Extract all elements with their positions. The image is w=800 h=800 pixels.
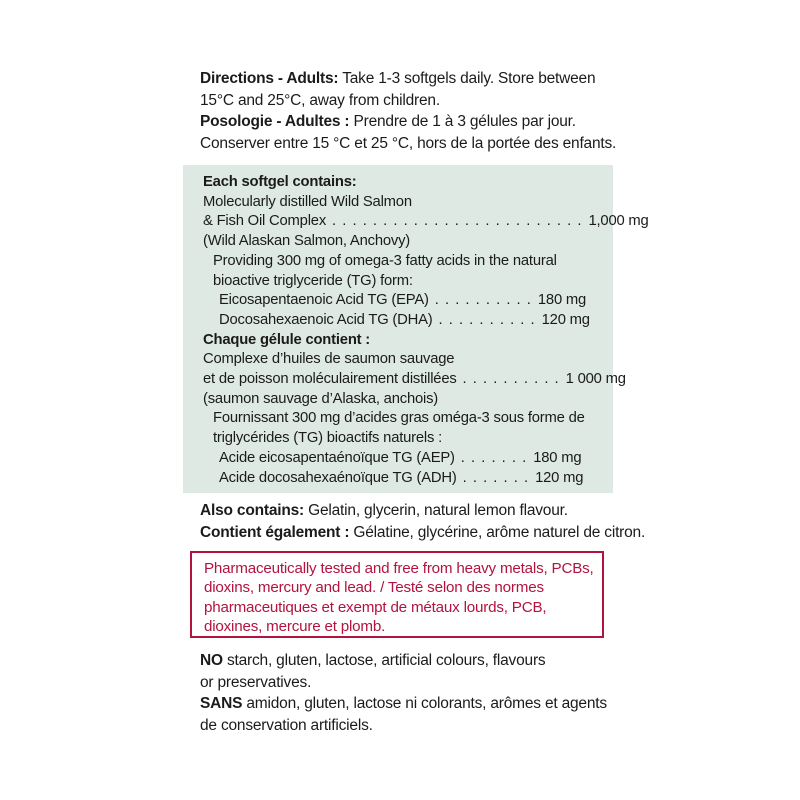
dot-leader: . . . . . . .	[462, 469, 530, 486]
bold-run: Contient également :	[200, 523, 350, 541]
ingredient-line	[203, 291, 599, 311]
text-run: amidon, gluten, lactose ni colorants, arômes et agents	[242, 695, 607, 712]
ingredient-name: Docosahexaenoic Acid TG (DHA)	[219, 311, 433, 328]
directions-section	[200, 68, 620, 154]
ingredient-amount: 1 000 mg	[565, 371, 626, 388]
ingredient-amount: 120 mg	[535, 469, 584, 486]
directions-line	[200, 133, 620, 155]
directions-line	[200, 111, 620, 133]
ingredient-line: Complexe d’huiles de saumon sauvage	[203, 351, 455, 368]
dot-leader: . . . . . . . . . . . . . . . . . . . . . . . . .	[332, 213, 583, 230]
also-contains-line	[200, 522, 646, 544]
free-of-section	[200, 650, 620, 736]
text-run: 15°C and 25°C, away from children.	[200, 91, 440, 109]
text-run: or preservatives.	[200, 673, 312, 691]
ingredient-amount: 180 mg	[533, 449, 582, 466]
ingredient-amount: 1,000 mg	[588, 213, 649, 230]
dot-leader: . . . . . . . . . .	[434, 292, 532, 309]
free-of-line	[200, 672, 620, 694]
panel-heading-fr: Chaque gélule contient :	[203, 331, 371, 348]
ingredient-amount: 120 mg	[541, 311, 590, 328]
bold-run: Also contains:	[200, 502, 304, 519]
ingredient-line	[203, 212, 649, 232]
ingredient-line: Providing 300 mg of omega-3 fatty acids in the natural	[213, 252, 557, 269]
ingredient-line: triglycérides (TG) bioactifs naturels :	[213, 430, 443, 447]
ingredient-name: et de poisson moléculairement distillées	[203, 371, 457, 388]
warning-line: Pharmaceutically tested and free from heavy metals, PCBs,	[204, 560, 594, 577]
ingredient-line	[203, 469, 599, 489]
ingredient-name: Eicosapentaenoic Acid TG (EPA)	[219, 292, 429, 309]
text-run: Gelatin, glycerin, natural lemon flavour.	[304, 502, 568, 519]
bold-run: Posologie - Adultes :	[200, 113, 350, 130]
bold-run: NO	[200, 652, 223, 669]
panel-heading-en: Each softgel contains:	[203, 174, 357, 190]
ingredient-name: Acide docosahexaénoïque TG (ADH)	[219, 469, 457, 486]
free-of-line	[200, 715, 620, 737]
warning-line: dioxins, mercury and lead. / Testé selon des normes	[204, 579, 544, 597]
also-contains-section	[200, 500, 646, 543]
purity-warning-box	[190, 551, 604, 638]
ingredient-name: & Fish Oil Complex	[203, 213, 327, 230]
text-run: starch, gluten, lactose, artificial colours, flavours	[222, 652, 546, 669]
dot-leader: . . . . . . .	[460, 449, 528, 466]
ingredient-line	[203, 449, 599, 469]
ingredient-line: (saumon sauvage d’Alaska, anchois)	[203, 390, 439, 407]
bold-run: SANS	[200, 695, 243, 712]
dot-leader: . . . . . . . . . .	[462, 371, 560, 388]
text-run: Prendre de 1 à 3 gélules par jour.	[349, 113, 576, 130]
text-run: Conserver entre 15 °C et 25 °C, hors de la portée des enfants.	[200, 134, 617, 152]
ingredient-line: bioactive triglyceride (TG) form:	[213, 272, 413, 289]
text-run: Gélatine, glycérine, arôme naturel de citron.	[349, 523, 646, 541]
warning-line: pharmaceutiques et exempt de métaux lourds, PCB,	[204, 598, 547, 616]
ingredient-line	[203, 370, 626, 390]
bold-run: Directions - Adults:	[200, 70, 339, 87]
ingredient-line: Fournissant 300 mg d’acides gras oméga-3 sous forme de	[213, 410, 585, 427]
ingredient-line: Molecularly distilled Wild Salmon	[203, 193, 412, 210]
ingredients-panel	[183, 165, 649, 493]
text-run: Take 1-3 softgels daily. Store between	[338, 70, 596, 87]
directions-line	[200, 90, 620, 112]
ingredient-line: (Wild Alaskan Salmon, Anchovy)	[203, 233, 411, 250]
directions-line	[200, 68, 620, 90]
free-of-line	[200, 693, 620, 715]
dot-leader: . . . . . . . . . .	[438, 311, 536, 328]
also-contains-line	[200, 500, 620, 522]
warning-line: dioxines, mercure et plomb.	[204, 618, 386, 636]
free-of-line	[200, 650, 620, 672]
text-run: de conservation artificiels.	[200, 716, 373, 734]
ingredient-line	[203, 311, 599, 331]
ingredient-name: Acide eicosapentaénoïque TG (AEP)	[219, 449, 455, 466]
ingredient-amount: 180 mg	[537, 292, 587, 309]
